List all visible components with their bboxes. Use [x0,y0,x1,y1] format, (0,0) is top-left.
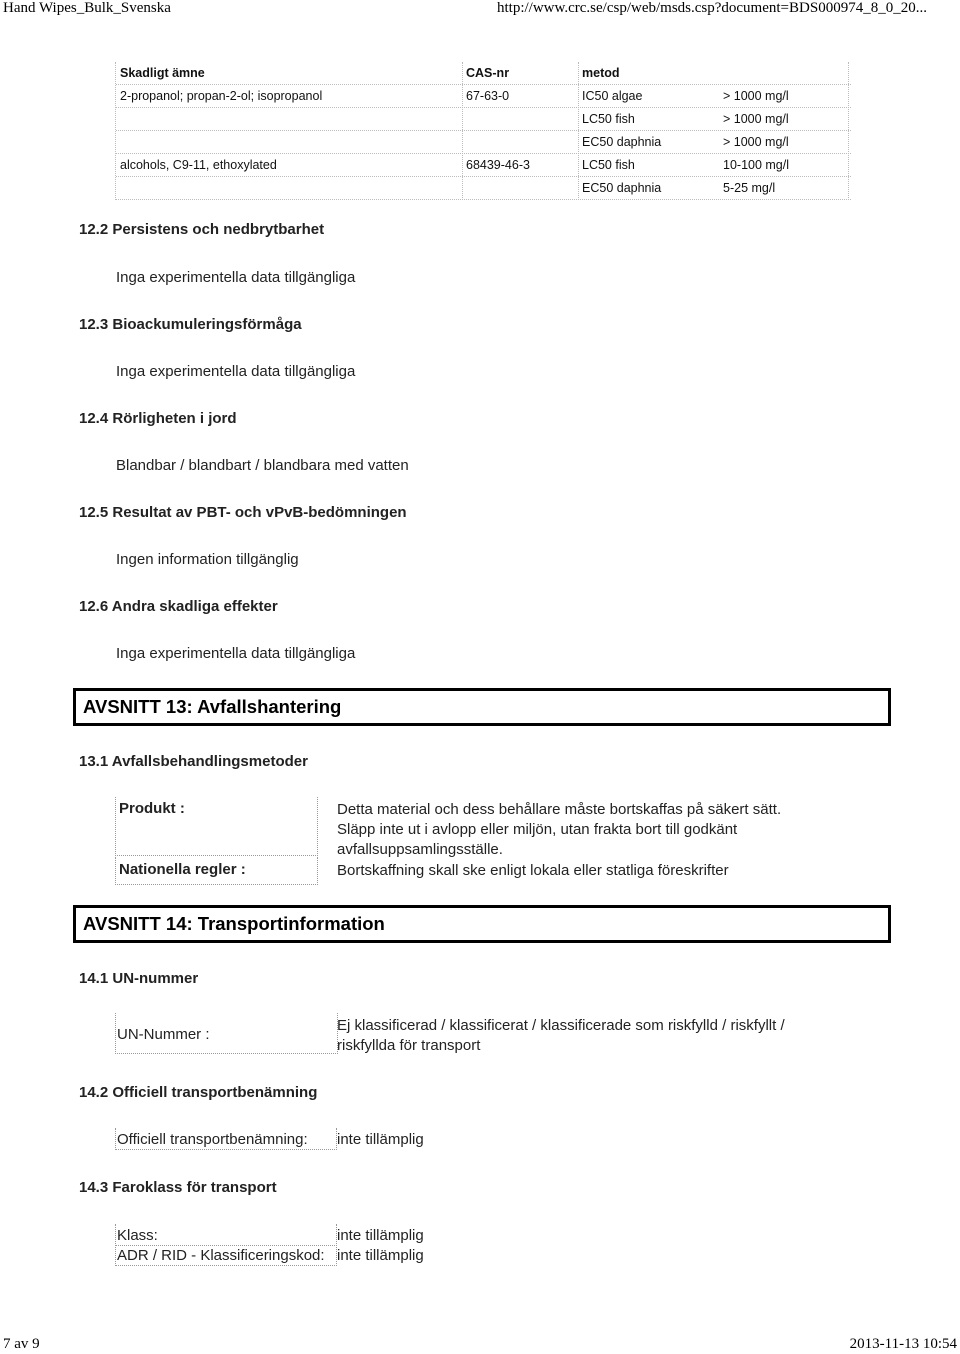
un-number-value: Ej klassificerad / klassificerat / klassificerade som riskfylld / riskfyllt / [337,1017,785,1034]
hazard-class-label: Klass: [117,1227,158,1244]
shipping-name-value: inte tillämplig [337,1131,424,1148]
cell-value: > 1000 mg/l [723,135,789,149]
cell-value: > 1000 mg/l [723,89,789,103]
section-12-6-heading: 12.6 Andra skadliga effekter [79,598,278,615]
section-12-4-heading: 12.4 Rörligheten i jord [79,410,237,427]
page-number: 7 av 9 [3,1336,40,1352]
section-14-2-heading: 14.2 Officiell transportbenämning [79,1084,318,1101]
section-12-5-heading: 12.5 Resultat av PBT- och vPvB-bedömningen [79,504,407,521]
section-13-title: AVSNITT 13: Avfallshantering [83,696,342,717]
cell-value: 10-100 mg/l [723,158,790,172]
national-rules-value: Bortskaffning skall ske enligt lokala eller statliga föreskrifter [337,862,729,879]
cell-method: EC50 daphnia [582,181,662,195]
document-title: Hand Wipes_Bulk_Svenska [3,0,171,16]
product-disposal-line: Detta material och dess behållare måste bortskaffas på säkert sätt. [337,801,782,818]
header-cas: CAS-nr [466,66,510,80]
cell-method: EC50 daphnia [582,135,662,149]
section-14-banner [73,905,891,943]
section-14-3-heading: 14.3 Faroklass för transport [79,1179,277,1196]
table-header-row [116,62,851,85]
cell-cas: 68439-46-3 [466,158,530,172]
national-rules-label: Nationella regler : [119,861,246,878]
adr-rid-value: inte tillämplig [337,1247,424,1264]
un-number-value: riskfyllda för transport [337,1037,481,1054]
document-url: http://www.crc.se/csp/web/msds.csp?document=BDS000974_8_0_20... [497,0,927,16]
section-14-title: AVSNITT 14: Transportinformation [83,913,385,934]
header-substance: Skadligt ämne [120,66,205,80]
cell-substance: alcohols, C9-11, ethoxylated [120,158,277,172]
section-12-4-text: Blandbar / blandbart / blandbara med vatten [116,457,409,474]
section-12-2-heading: 12.2 Persistens och nedbrytbarhet [79,221,325,238]
section-12-6-text: Inga experimentella data tillgängliga [116,645,356,662]
table-row [116,85,851,108]
section-13-1-heading: 13.1 Avfallsbehandlingsmetoder [79,753,308,770]
section-12-5-text: Ingen information tillgänglig [116,551,299,568]
print-timestamp: 2013-11-13 10:54 [849,1336,957,1352]
section-12-3-text: Inga experimentella data tillgängliga [116,363,356,380]
adr-rid-label: ADR / RID - Klassificeringskod: [117,1247,325,1264]
product-label: Produkt : [119,800,185,817]
table-row [116,108,851,131]
hazard-class-value: inte tillämplig [337,1227,424,1244]
ecotoxicity-table [115,62,851,200]
table-row [116,131,851,154]
header-method: metod [582,66,620,80]
un-number-label: UN-Nummer : [117,1026,210,1043]
cell-method: IC50 algae [582,89,643,103]
table-row [116,177,851,200]
shipping-name-label: Officiell transportbenämning: [117,1131,308,1148]
cell-cas: 67-63-0 [466,89,510,103]
cell-method: LC50 fish [582,112,635,126]
print-footer [0,1336,960,1354]
section-13-banner [73,688,891,726]
table-row [116,154,851,177]
cell-value: 5-25 mg/l [723,181,776,195]
cell-substance: 2-propanol; propan-2-ol; isopropanol [120,89,323,103]
section-12-3-heading: 12.3 Bioackumuleringsförmåga [79,316,302,333]
cell-method: LC50 fish [582,158,635,172]
product-disposal-line: Släpp inte ut i avlopp eller miljön, utan frakta bort till godkänt [337,821,738,838]
print-header [0,0,960,20]
cell-value: > 1000 mg/l [723,112,789,126]
section-14-1-heading: 14.1 UN-nummer [79,970,199,987]
section-12-2-text: Inga experimentella data tillgängliga [116,269,356,286]
product-disposal-line: avfallsuppsamlingsställe. [337,841,503,858]
